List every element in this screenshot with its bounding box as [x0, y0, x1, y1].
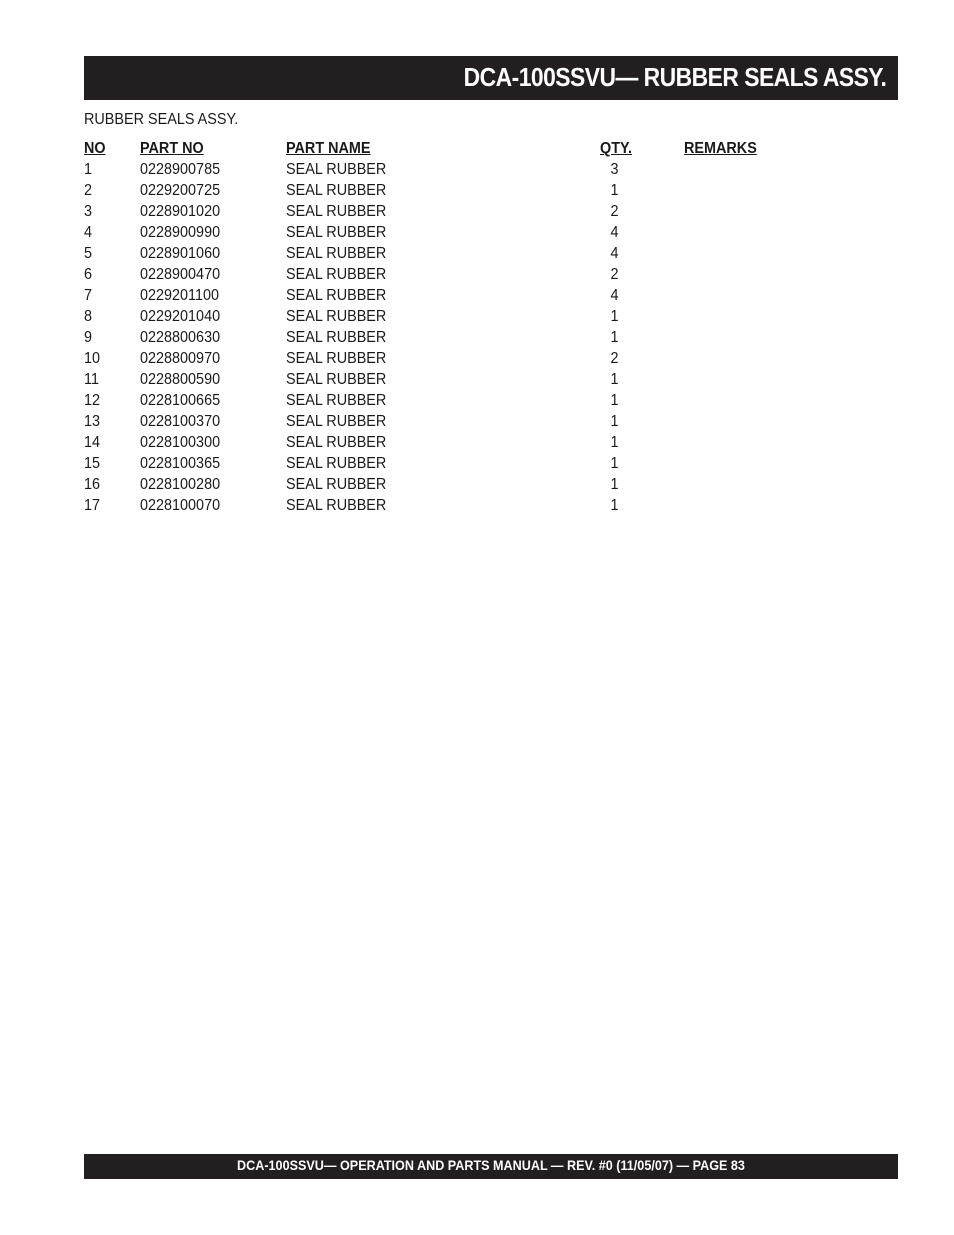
row-part-name: SEAL RUBBER	[286, 455, 387, 472]
row-qty: 1	[610, 434, 619, 451]
table-row	[84, 369, 804, 390]
table-row	[84, 201, 804, 222]
row-part-no: 0228901020	[140, 203, 221, 220]
table-body	[84, 159, 804, 516]
row-part-no: 0228100070	[140, 497, 221, 514]
row-part-name: SEAL RUBBER	[286, 308, 387, 325]
footer-text: DCA-100SSVU— OPERATION AND PARTS MANUAL — REV. #0 (11/05/07) — PAGE 83	[237, 1157, 745, 1173]
table-row	[84, 327, 804, 348]
row-qty: 1	[610, 476, 619, 493]
table-row	[84, 264, 804, 285]
row-part-name: SEAL RUBBER	[286, 224, 387, 241]
table-row	[84, 411, 804, 432]
row-no: 13	[84, 413, 101, 430]
row-qty: 2	[610, 203, 619, 220]
page-title-bar	[84, 56, 898, 100]
table-row	[84, 432, 804, 453]
row-no: 7	[84, 287, 93, 304]
row-part-no: 0229200725	[140, 182, 221, 199]
row-part-no: 0228100370	[140, 413, 221, 430]
row-qty: 3	[610, 161, 619, 178]
row-no: 1	[84, 161, 93, 178]
row-part-no: 0228100365	[140, 455, 221, 472]
table-row	[84, 453, 804, 474]
row-qty: 4	[610, 287, 619, 304]
row-qty: 1	[610, 329, 619, 346]
row-part-name: SEAL RUBBER	[286, 182, 387, 199]
row-qty: 1	[610, 497, 619, 514]
column-header-no: NO	[84, 140, 106, 157]
row-no: 15	[84, 455, 101, 472]
row-part-name: SEAL RUBBER	[286, 392, 387, 409]
row-part-no: 0229201040	[140, 308, 221, 325]
row-no: 2	[84, 182, 93, 199]
row-no: 12	[84, 392, 101, 409]
row-part-no: 0228800590	[140, 371, 221, 388]
row-no: 10	[84, 350, 101, 367]
row-part-name: SEAL RUBBER	[286, 371, 387, 388]
table-row	[84, 390, 804, 411]
row-qty: 1	[610, 308, 619, 325]
row-no: 8	[84, 308, 93, 325]
table-row	[84, 243, 804, 264]
table-row	[84, 474, 804, 495]
table-row	[84, 159, 804, 180]
row-part-name: SEAL RUBBER	[286, 476, 387, 493]
table-row	[84, 180, 804, 201]
row-part-name: SEAL RUBBER	[286, 245, 387, 262]
row-part-no: 0228800630	[140, 329, 221, 346]
row-part-no: 0228100300	[140, 434, 221, 451]
row-no: 6	[84, 266, 93, 283]
row-no: 14	[84, 434, 101, 451]
row-part-no: 0228100280	[140, 476, 221, 493]
row-no: 17	[84, 497, 101, 514]
row-qty: 1	[610, 455, 619, 472]
row-qty: 4	[610, 245, 619, 262]
parts-table	[84, 138, 804, 516]
row-part-name: SEAL RUBBER	[286, 329, 387, 346]
footer-bar	[84, 1154, 898, 1179]
row-part-name: SEAL RUBBER	[286, 413, 387, 430]
section-label: RUBBER SEALS ASSY.	[84, 111, 239, 128]
row-part-name: SEAL RUBBER	[286, 266, 387, 283]
row-qty: 2	[610, 350, 619, 367]
table-row	[84, 495, 804, 516]
row-no: 9	[84, 329, 93, 346]
row-no: 3	[84, 203, 93, 220]
table-row	[84, 222, 804, 243]
row-no: 5	[84, 245, 93, 262]
row-part-name: SEAL RUBBER	[286, 350, 387, 367]
row-part-no: 0228900785	[140, 161, 221, 178]
table-header-row	[84, 138, 804, 159]
row-no: 16	[84, 476, 101, 493]
row-qty: 1	[610, 371, 619, 388]
row-part-no: 0228901060	[140, 245, 221, 262]
row-part-name: SEAL RUBBER	[286, 161, 387, 178]
column-header-remarks: REMARKS	[684, 140, 757, 157]
row-qty: 2	[610, 266, 619, 283]
row-part-no: 0228800970	[140, 350, 221, 367]
table-row	[84, 348, 804, 369]
row-qty: 4	[610, 224, 619, 241]
column-header-part-no: PART NO	[140, 140, 204, 157]
row-no: 4	[84, 224, 93, 241]
page-title: DCA-100SSVU— RUBBER SEALS ASSY.	[463, 62, 886, 92]
row-part-name: SEAL RUBBER	[286, 203, 387, 220]
row-part-no: 0229201100	[140, 287, 220, 304]
row-part-name: SEAL RUBBER	[286, 434, 387, 451]
row-qty: 1	[610, 392, 619, 409]
row-part-name: SEAL RUBBER	[286, 287, 387, 304]
table-row	[84, 306, 804, 327]
row-part-no: 0228900990	[140, 224, 221, 241]
row-part-no: 0228100665	[140, 392, 221, 409]
row-qty: 1	[610, 182, 619, 199]
row-qty: 1	[610, 413, 619, 430]
column-header-part-name: PART NAME	[286, 140, 371, 157]
row-part-no: 0228900470	[140, 266, 221, 283]
column-header-qty: QTY.	[600, 140, 633, 157]
table-row	[84, 285, 804, 306]
row-part-name: SEAL RUBBER	[286, 497, 387, 514]
row-no: 11	[84, 371, 99, 388]
